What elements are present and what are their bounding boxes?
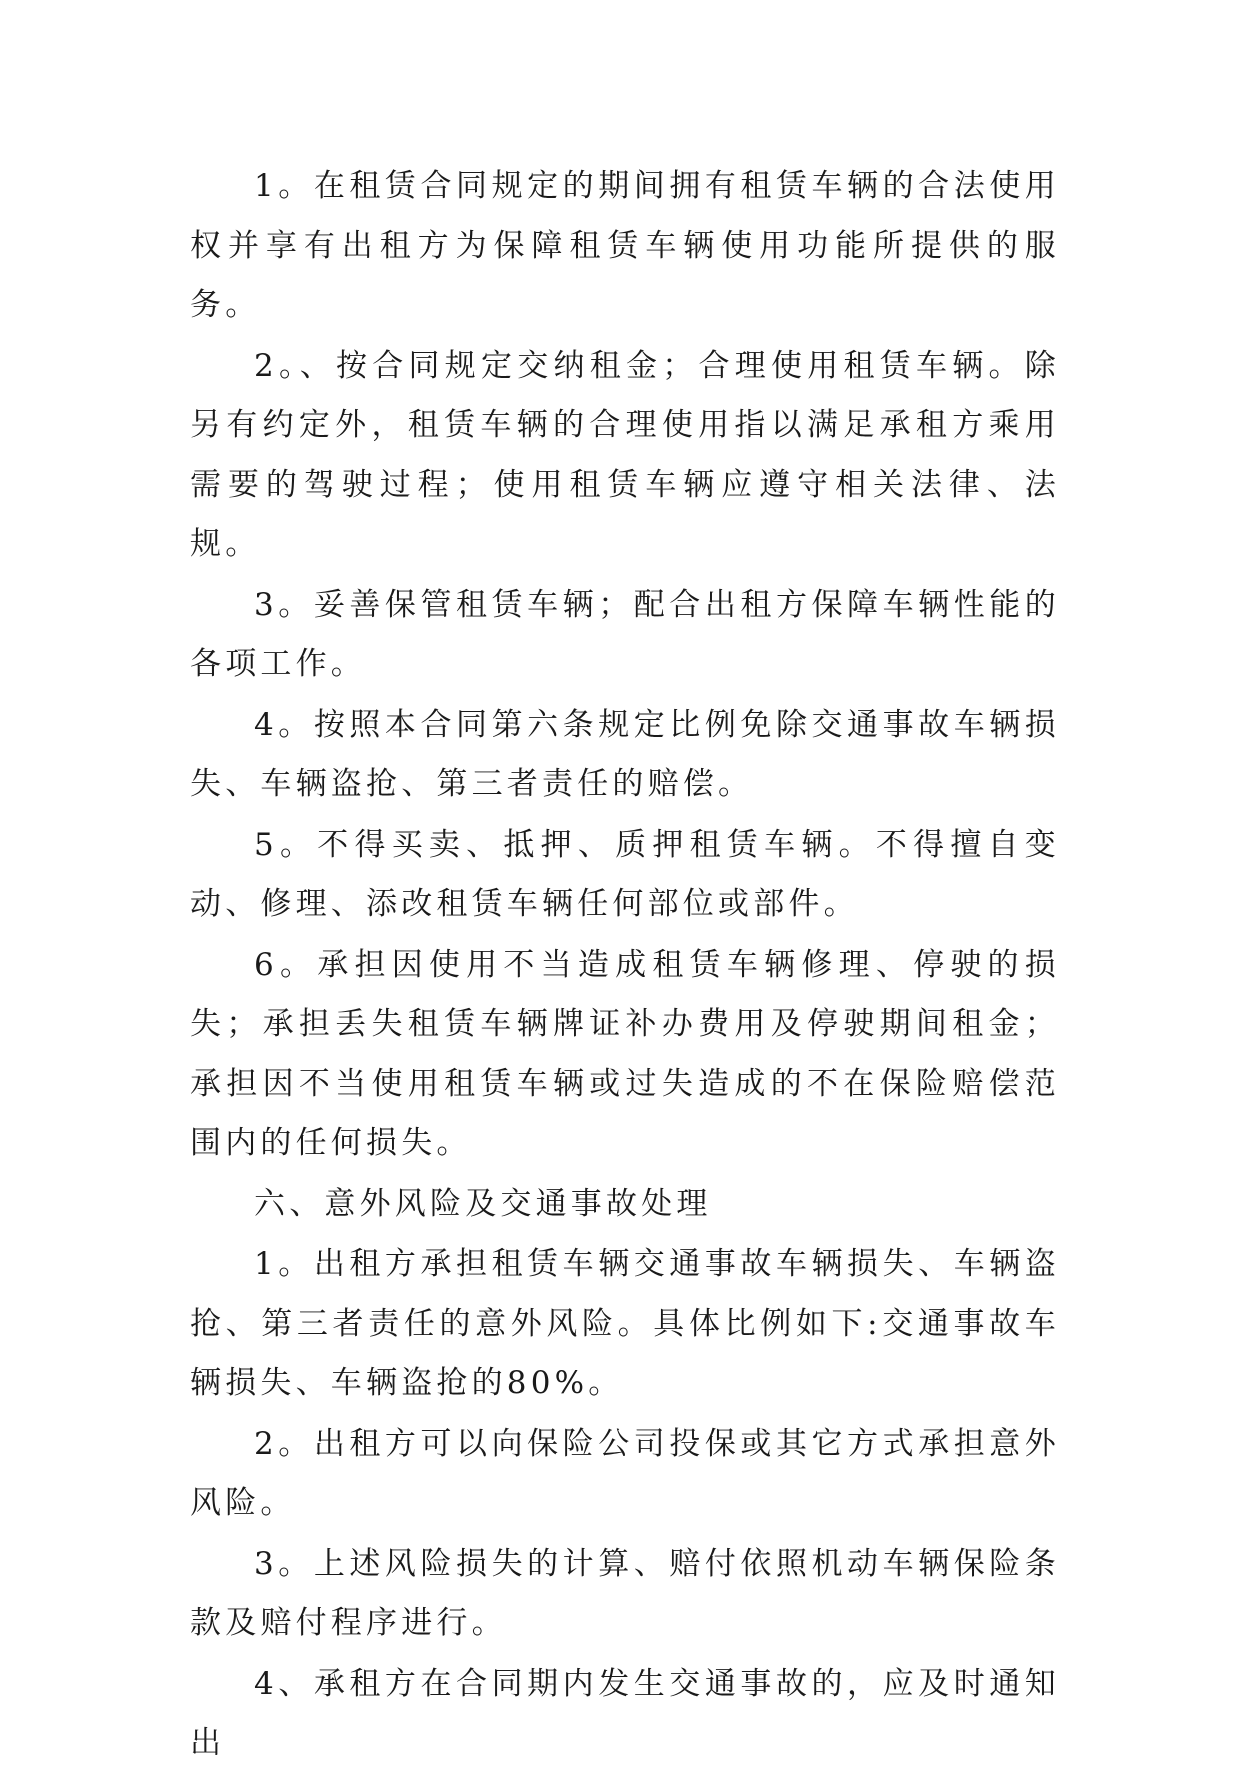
paragraph-risk-4: 4、承租方在合同期内发生交通事故的，应及时通知出 — [190, 1665, 1060, 1761]
paragraph-rights-3: 3。妥善保管租赁车辆；配合出租方保障车辆性能的各项工作。 — [190, 586, 1060, 682]
paragraph-rights-2: 2。、按合同规定交纳租金；合理使用租赁车辆。除另有约定外，租赁车辆的合理使用指以满足承租方乘用需要的驾驶过程；使用租赁车辆应遵守相关法律、法规。 — [190, 347, 1060, 562]
paragraph-rights-4: 4。按照本合同第六条规定比例免除交通事故车辆损失、车辆盗抢、第三者责任的赔偿。 — [190, 706, 1060, 802]
document-page — [190, 157, 1060, 1775]
paragraph-risk-3: 3。上述风险损失的计算、赔付依照机动车辆保险条款及赔付程序进行。 — [190, 1545, 1060, 1641]
paragraph-rights-1: 1。在租赁合同规定的期间拥有租赁车辆的合法使用权并享有出租方为保障租赁车辆使用功能所提供的服务。 — [190, 168, 1060, 323]
paragraph-rights-6: 6。承担因使用不当造成租赁车辆修理、停驶的损失；承担丢失租赁车辆牌证补办费用及停驶期间租金；承担因不当使用租赁车辆或过失造成的不在保险赔偿范围内的任何损失。 — [190, 946, 1060, 1161]
paragraph-rights-5: 5。不得买卖、抵押、质押租赁车辆。不得擅自变动、修理、添改租赁车辆任何部位或部件。 — [190, 826, 1060, 922]
paragraph-risk-2: 2。出租方可以向保险公司投保或其它方式承担意外风险。 — [190, 1425, 1060, 1521]
paragraph-risk-1: 1。出租方承担租赁车辆交通事故车辆损失、车辆盗抢、第三者责任的意外风险。具体比例如下:交通事故车辆损失、车辆盗抢的80%。 — [190, 1246, 1060, 1401]
section-heading-risk: 六、意外风险及交通事故处理 — [254, 1185, 712, 1222]
